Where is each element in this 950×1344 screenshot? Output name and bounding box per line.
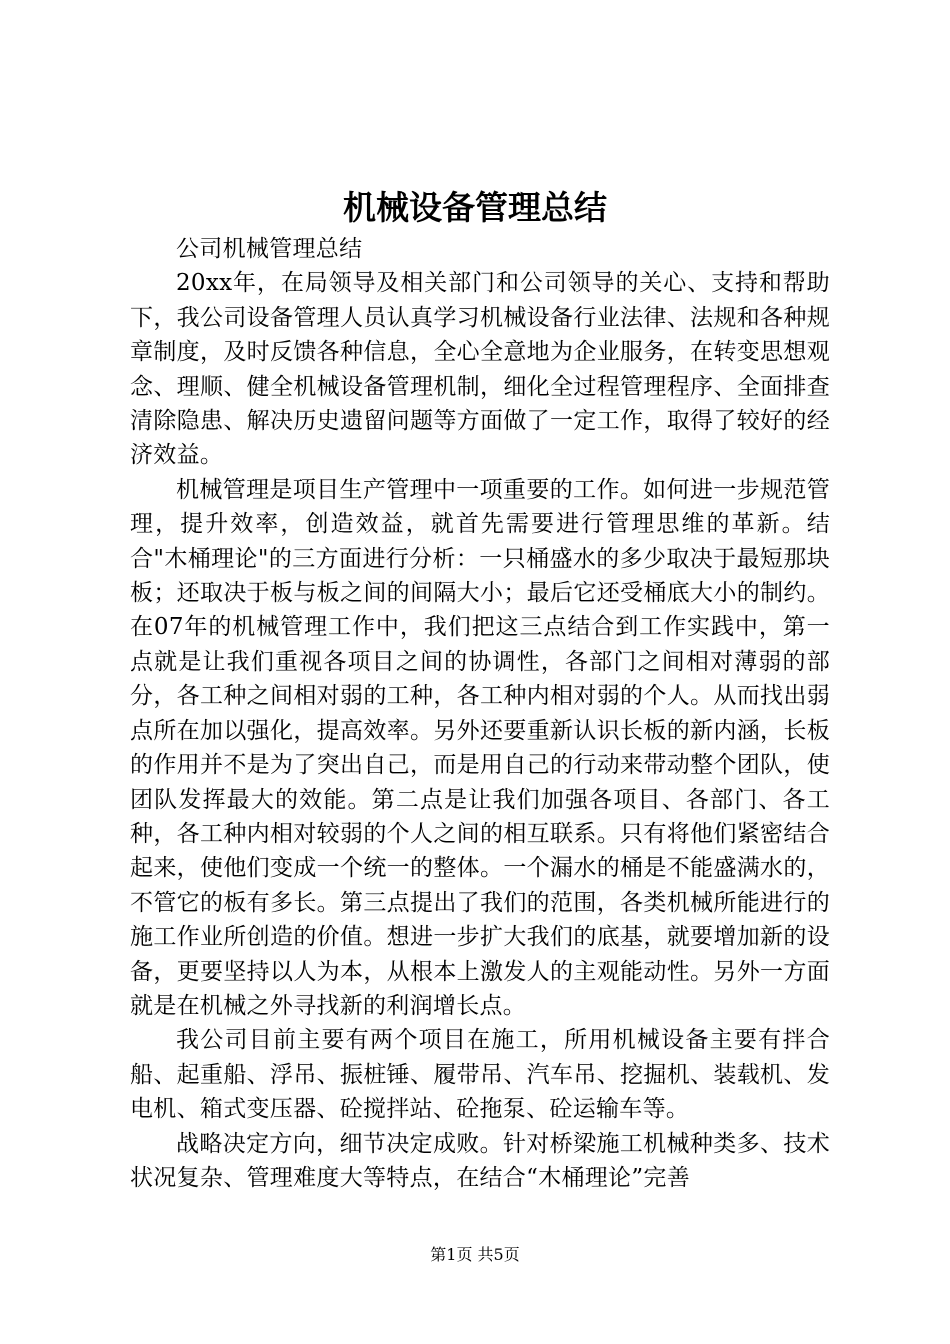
document-title: 机械设备管理总结 bbox=[343, 188, 607, 227]
paragraph-strategy: 战略决定方向，细节决定成败。针对桥梁施工机械种类多、技术状况复杂、管理难度大等特点，在结合“木桶理论”完善 bbox=[130, 1130, 830, 1191]
paragraph-barrel-theory: 机械管理是项目生产管理中一项重要的工作。如何进一步规范管理，提升效率，创造效益，就首先需要进行管理思维的革新。结合"木桶理论"的三方面进行分析：一只桶盛水的多少取决于最短那块板；还取决于板与板之间的间隔大小；最后它还受桶底大小的制约。在07年的机械管理工作中，我们把这三点结合到工作实践中，第一点就是让我们重视各项目之间的协调性，各部门之间相对薄弱的部分，各工种之间相对弱的工种，各工种内相对弱的个人。从而找出弱点所在加以强化，提高效率。另外还要重新认识长板的新内涵，长板的作用并不是为了突出自己，而是用自己的行动来带动整个团队，使团队发挥最大的效能。第二点是让我们加强各项目、各部门、各工种，各工种内相对较弱的个人之间的相互联系。只有将他们紧密结合起来，使他们变成一个统一的整体。一个漏水的桶是不能盛满水的，不管它的板有多长。第三点提出了我们的范围，各类机械所能进行的施工作业所创造的价值。想进一步扩大我们的底基，就要增加新的设备，更要坚持以人为本，从根本上激发人的主观能动性。另外一方面就是在机械之外寻找新的利润增长点。 bbox=[130, 476, 830, 1019]
paragraph-intro: 20xx年，在局领导及相关部门和公司领导的关心、支持和帮助下，我公司设备管理人员认真学习机械设备行业法律、法规和各种规章制度，及时反馈各种信息，全心全意地为企业服务，在转变思想观念、理顺、健全机械设备管理机制，细化全过程管理程序、全面排查清除隐患、解决历史遗留问题等方面做了一定工作，取得了较好的经济效益。 bbox=[130, 270, 830, 469]
paragraph-equipment-list: 我公司目前主要有两个项目在施工，所用机械设备主要有拌合船、起重船、浮吊、振桩锤、履带吊、汽车吊、挖掘机、装载机、发电机、箱式变压器、砼搅拌站、砼拖泵、砼运输车等。 bbox=[130, 1027, 830, 1123]
page-footer: 第1页 共5页 bbox=[430, 1245, 520, 1264]
paragraph-subtitle: 公司机械管理总结 bbox=[176, 236, 363, 262]
document-body bbox=[130, 232, 830, 1195]
